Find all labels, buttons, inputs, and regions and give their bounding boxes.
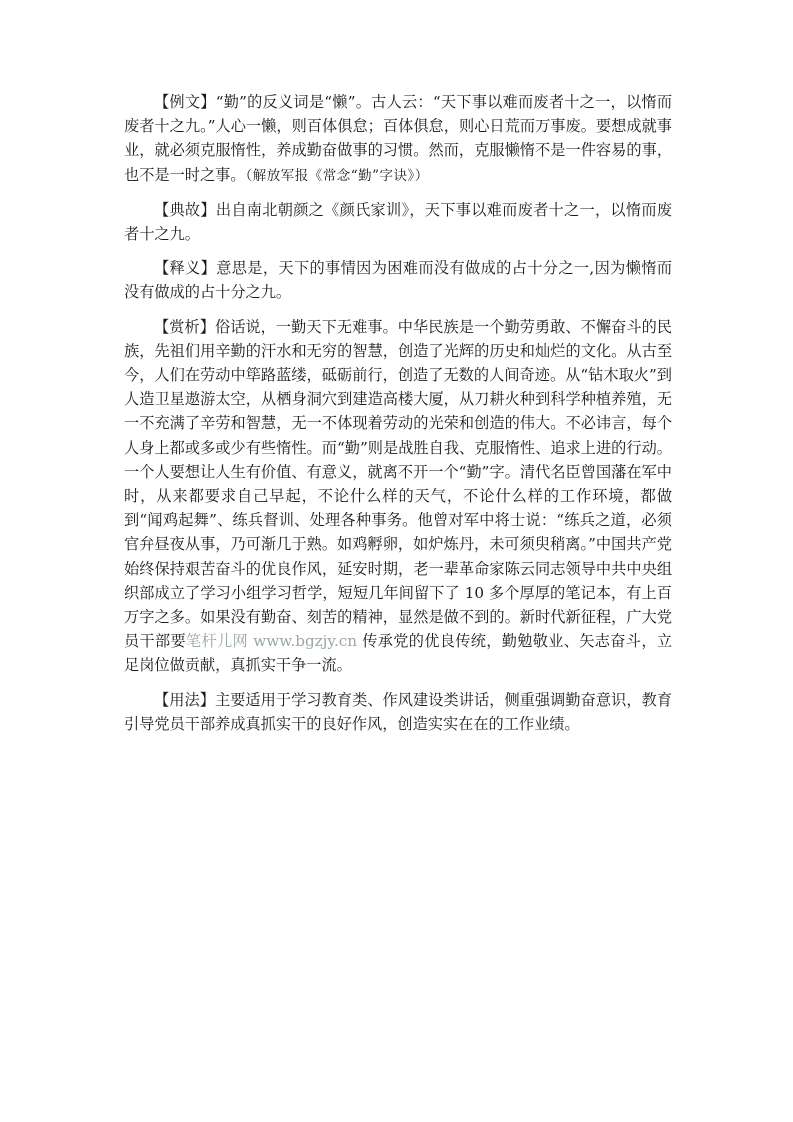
usage-text: 主要适用于学习教育类、作风建设类讲话，侧重强调勤奋意识，教育引导党员干部养成真抓实干的良好作风，创造实实在在的工作业绩。 <box>124 690 673 733</box>
paragraph-example <box>124 90 672 188</box>
section-tag-allusion: 【典故】 <box>154 200 216 219</box>
watermark-text: 笔杆儿网 www.bgzjy.cn <box>186 632 358 651</box>
section-tag-usage: 【用法】 <box>154 690 215 709</box>
example-text: “勤”的反义词是“懒”。古人云：“天下事以难而废者十之一，以惰而废者十之九。”人心一懒，则百体俱怠；百体俱怠，则心日荒而万事废。要想成就事业，就必须克服惰性，养成勤奋做事的习惯。然而，克服懒惰不是一件容易的事，也不是一时之事。 <box>124 93 673 184</box>
paragraph-meaning <box>124 256 672 304</box>
document-page <box>124 90 672 746</box>
meaning-text: 意思是，天下的事情因为困难而没有做成的占十分之一,因为懒惰而没有做成的占十分之九。 <box>124 259 673 302</box>
example-citation: （解放军报《常念“勤”字诀》） <box>245 167 429 184</box>
paragraph-usage <box>124 688 672 736</box>
allusion-text: 出自南北朝颜之《颜氏家训》，天下事以难而废者十之一，以惰而废者十之九。 <box>124 200 673 244</box>
section-tag-example: 【例文】 <box>154 93 216 111</box>
section-tag-meaning: 【释义】 <box>154 259 217 278</box>
section-tag-analysis: 【赏析】 <box>154 317 215 336</box>
paragraph-allusion <box>124 198 672 246</box>
analysis-text-after: 传承党的优良传统，勤勉敬业、矢志奋斗，立足岗位做贡献，真抓实干争一流。 <box>124 632 673 675</box>
analysis-text-before: 俗话说，一勤天下无难事。中华民族是一个勤劳勇敢、不懈奋斗的民族，先祖们用辛勤的汗水和无穷的智慧，创造了光辉的历史和灿烂的文化。从古至今，人们在劳动中筚路蓝缕，砥砺前行，创造了无数的人间奇迹。从“钻木取火”到人造卫星遨游太空，从栖身洞穴到建造高楼大厦，从刀耕火种到科学种植养殖，无一不充满了辛劳和智慧，无一不体现着劳动的光荣和创造的伟大。不必讳言，每个人身上都或多或少有些惰性。而“勤”则是战胜自我、克服惰性、追求上进的行动。一个人要想让人生有价值、有意义，就离不开一个“勤”字。清代名臣曾国藩在军中时，从来都要求自己早起，不论什么样的天气，不论什么样的工作环境，都做到“闻鸡起舞”、练兵督训、处理各种事务。他曾对军中将士说：“练兵之道，必须官弁昼夜从事，乃可渐几于熟。如鸡孵卵，如炉炼丹，未可须臾稍离。”中国共产党始终保持艰苦奋斗的优良作风，延安时期，老一辈革命家陈云同志领导中共中央组织部成立了学习小组学习哲学，短短几年间留下了 10 多个厚厚的笔记本，有上百万字之多。如果没有勤奋、刻苦的精神，显然是做不到的。新时代新征程，广大党员干部要 <box>124 317 673 651</box>
paragraph-analysis <box>124 315 672 678</box>
